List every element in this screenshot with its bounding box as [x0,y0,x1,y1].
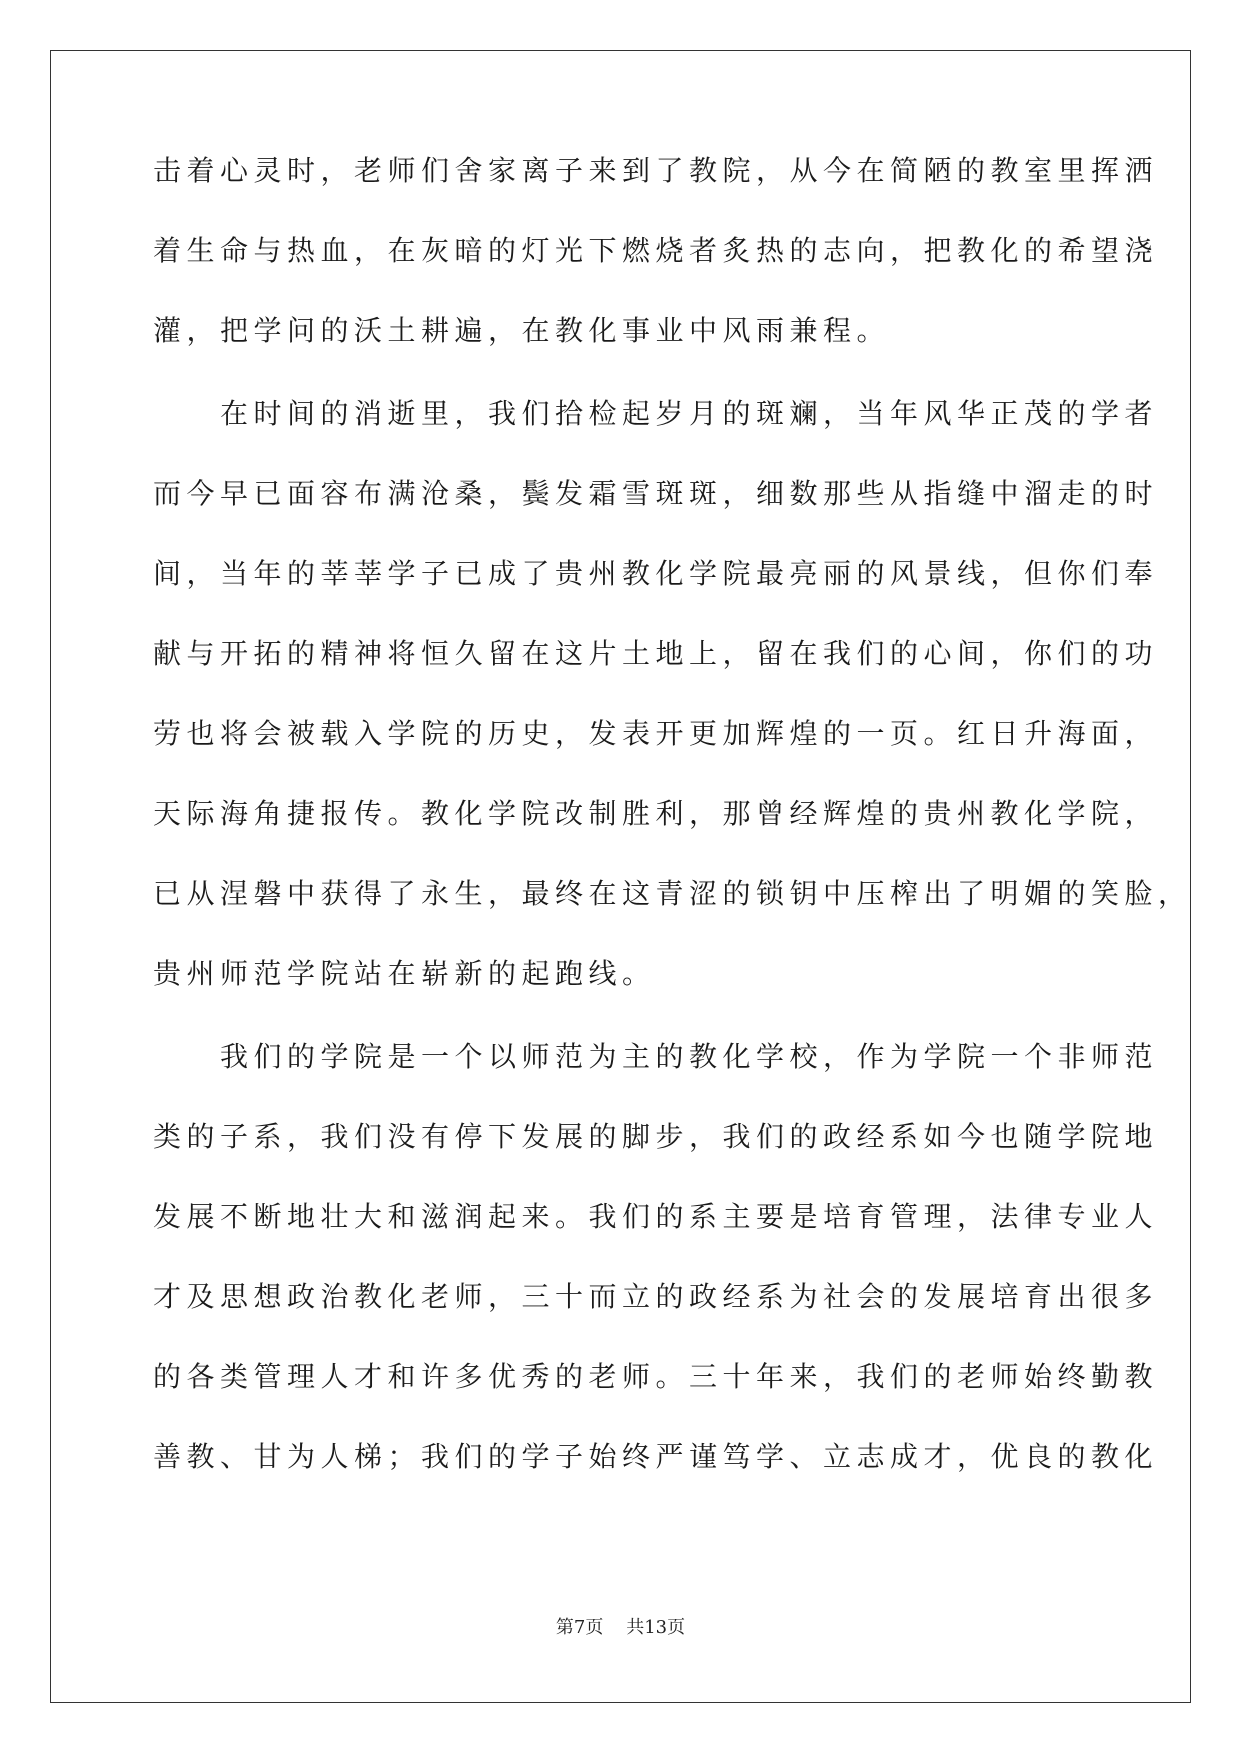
page-number: 第7页 [555,1617,604,1638]
page-total: 共13页 [626,1617,686,1638]
text-line-5: 而今早已面容布满沧桑，鬓发霜雪斑斑，细数那些从指缝中溜走的时 [153,477,1159,510]
text-line-13: 类的子系，我们没有停下发展的脚步，我们的政经系如今也随学院地 [153,1120,1159,1153]
text-line-9: 天际海角捷报传。教化学院改制胜利，那曾经辉煌的贵州教化学院， [153,797,1159,830]
text-line-10: 已从涅磐中获得了永生，最终在这青涩的锁钥中压榨出了明媚的笑脸， [153,877,1192,910]
text-line-16: 的各类管理人才和许多优秀的老师。三十年来，我们的老师始终勤教 [153,1360,1159,1393]
text-line-11: 贵州师范学院站在崭新的起跑线。 [153,957,656,990]
text-line-7: 献与开拓的精神将恒久留在这片土地上，留在我们的心间，你们的功 [153,637,1159,670]
text-line-8: 劳也将会被载入学院的历史，发表开更加辉煌的一页。红日升海面， [153,717,1159,750]
text-line-3: 灌，把学问的沃土耕遍，在教化事业中风雨兼程。 [153,314,891,347]
text-line-12: 我们的学院是一个以师范为主的教化学校，作为学院一个非师范 [153,1040,1159,1073]
text-line-17: 善教、甘为人梯；我们的学子始终严谨笃学、立志成才，优良的教化 [153,1440,1159,1473]
text-line-4: 在时间的消逝里，我们拾检起岁月的斑斓，当年风华正茂的学者 [153,397,1159,430]
text-line-1: 击着心灵时，老师们舍家离子来到了教院，从今在简陋的教室里挥洒 [153,154,1159,187]
text-line-14: 发展不断地壮大和滋润起来。我们的系主要是培育管理，法律专业人 [153,1200,1159,1233]
text-line-2: 着生命与热血，在灰暗的灯光下燃烧者炙热的志向，把教化的希望浇 [153,234,1159,267]
text-line-15: 才及思想政治教化老师，三十而立的政经系为社会的发展培育出很多 [153,1280,1159,1313]
text-line-6: 间，当年的莘莘学子已成了贵州教化学院最亮丽的风景线，但你们奉 [153,557,1159,590]
page-footer [0,1616,1241,1640]
